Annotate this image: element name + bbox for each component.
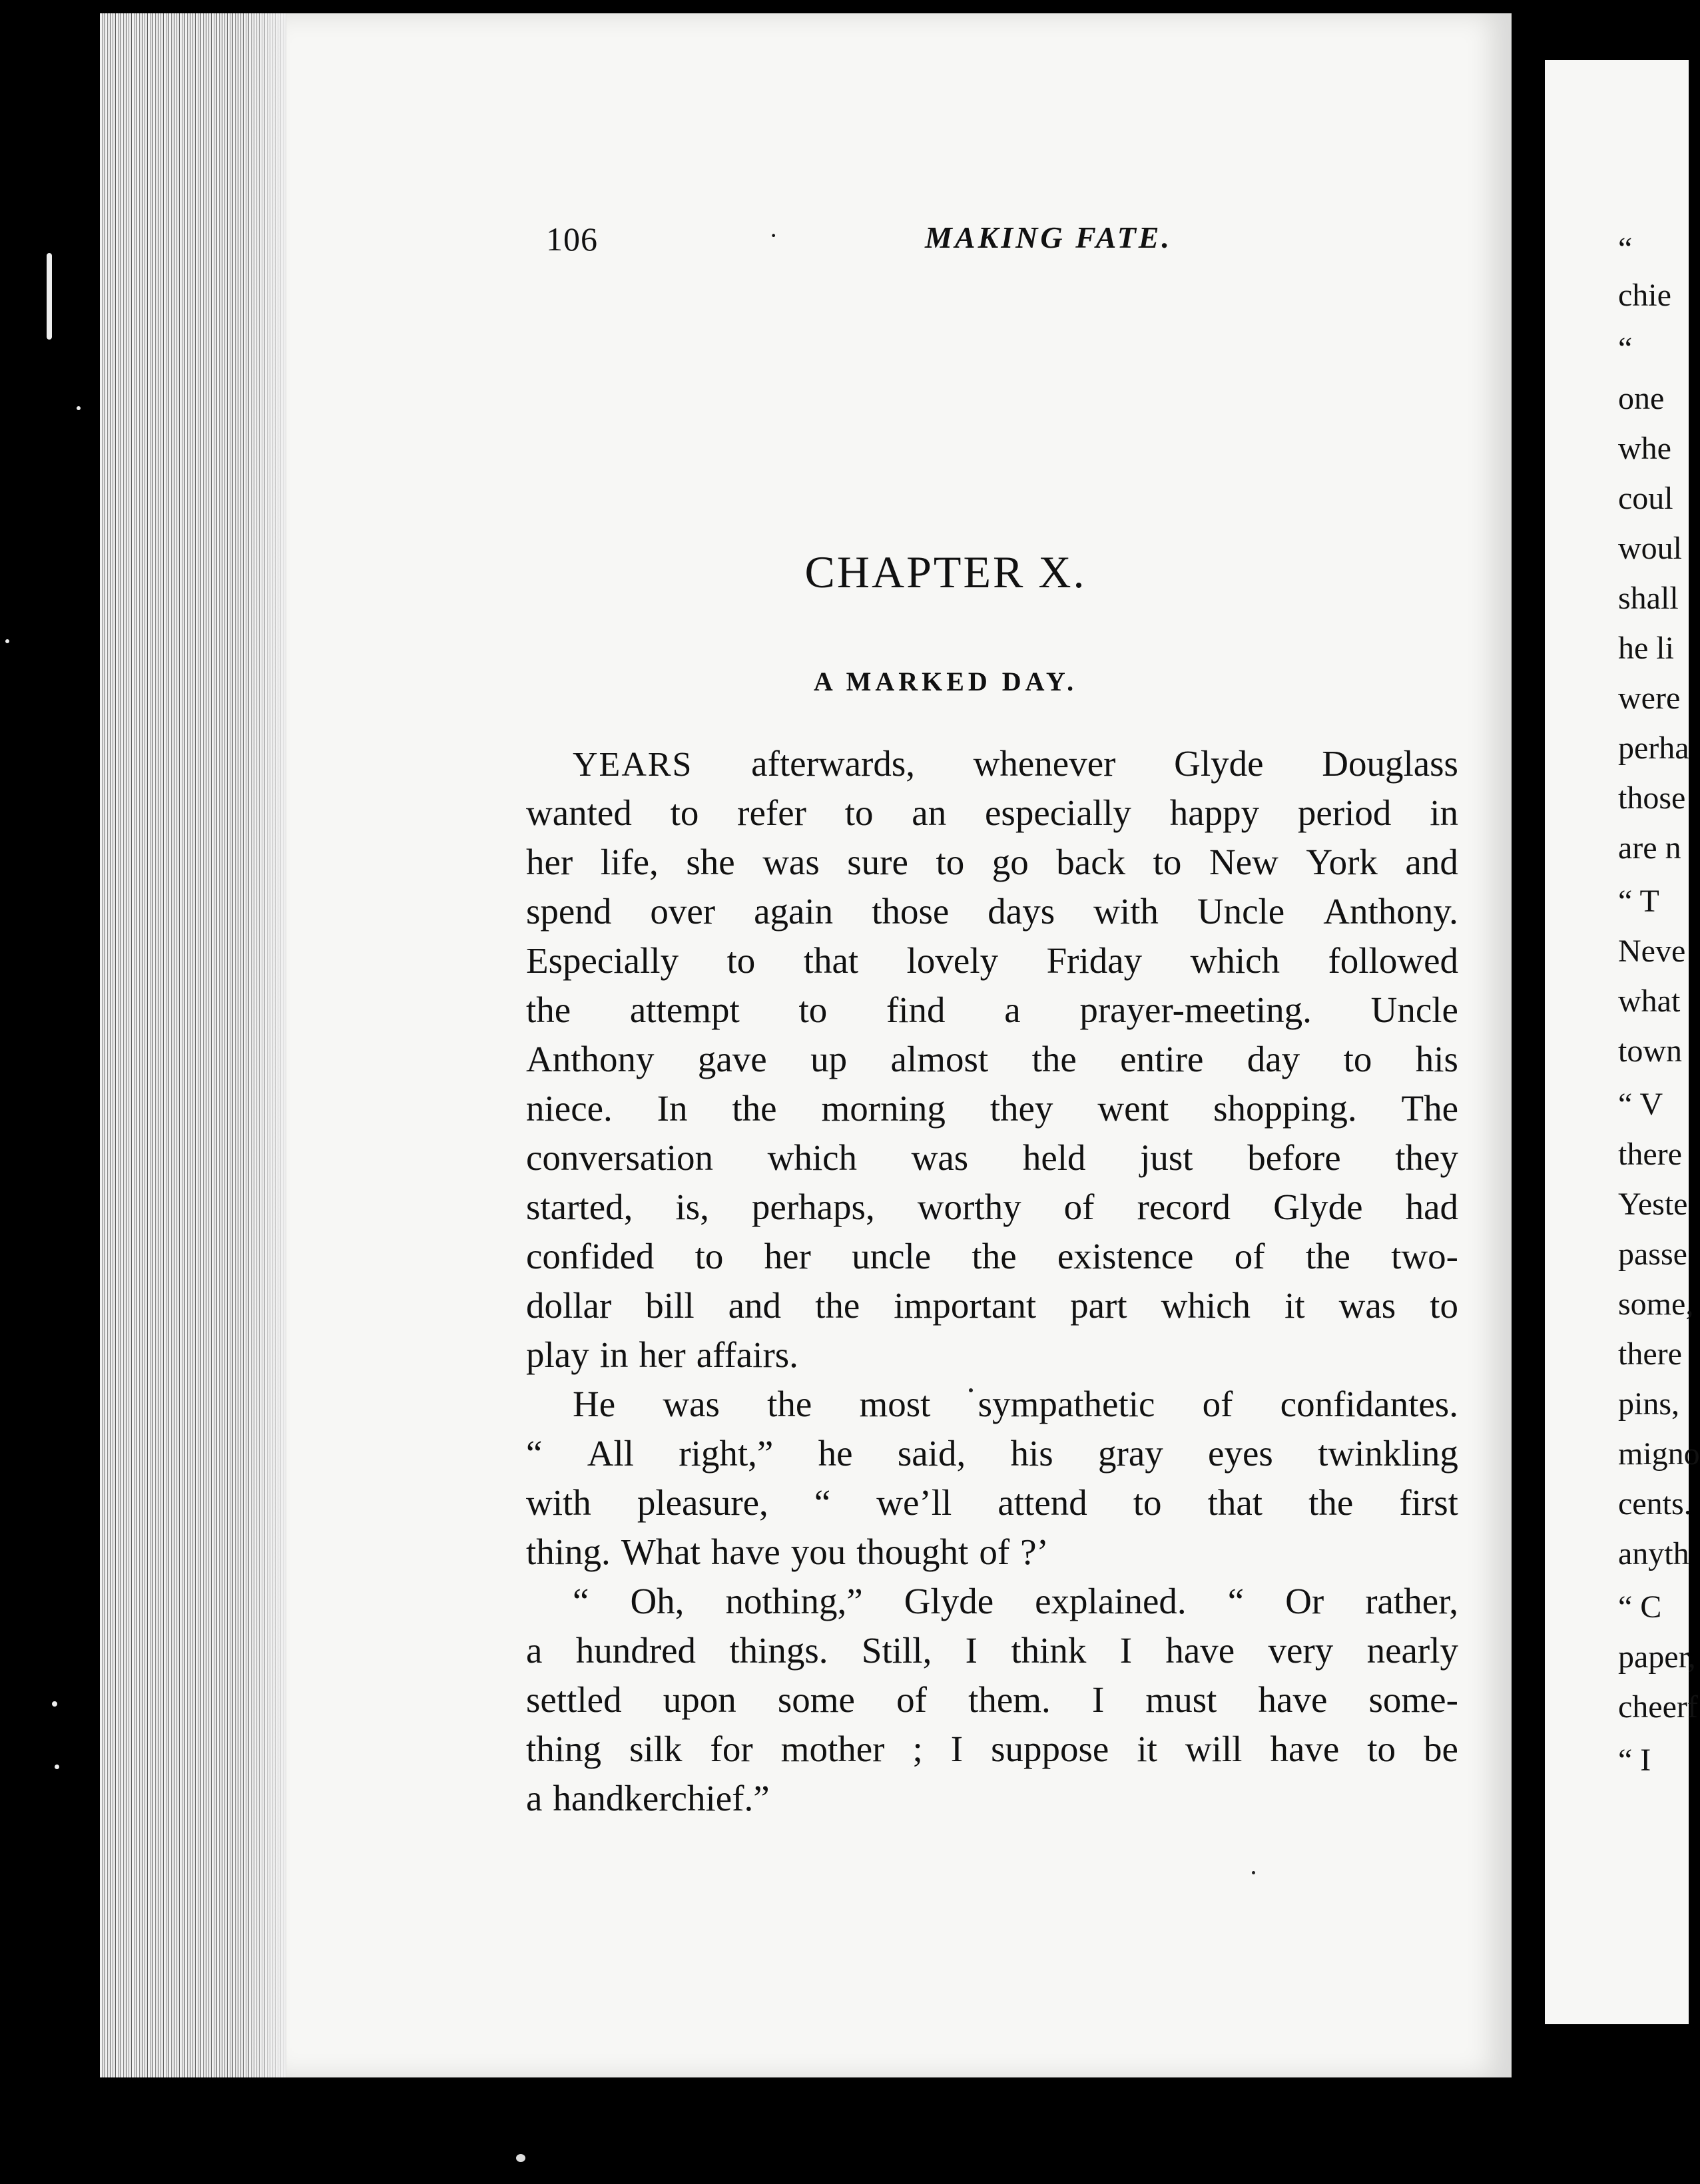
word: Glyde — [904, 1581, 994, 1621]
word: shopping. — [1213, 1088, 1357, 1129]
word: be — [1424, 1729, 1458, 1769]
word: a — [526, 1778, 543, 1818]
word: eyes — [1208, 1433, 1273, 1474]
word: have — [710, 1531, 780, 1572]
word: the — [526, 989, 571, 1030]
word: was — [762, 842, 820, 882]
word: nothing,” — [725, 1581, 863, 1621]
word: “ — [1227, 1581, 1245, 1621]
word: will — [1185, 1729, 1243, 1769]
word: to — [798, 989, 828, 1030]
text-line — [526, 1577, 1458, 1626]
word: YEARS — [573, 746, 693, 784]
word: them. — [968, 1679, 1051, 1720]
word: almost — [890, 1039, 989, 1079]
word: attend — [997, 1482, 1087, 1523]
facing-page-text: anyth — [1618, 1536, 1689, 1571]
word: upon — [663, 1679, 736, 1720]
facing-page-text: “ I — [1618, 1743, 1651, 1778]
word: started, — [526, 1187, 633, 1227]
facing-page-text: coul — [1618, 481, 1673, 516]
word: the — [972, 1236, 1017, 1276]
word: that — [1207, 1482, 1263, 1523]
word: her — [764, 1236, 811, 1276]
word: was — [911, 1137, 969, 1178]
word: must — [1145, 1679, 1217, 1720]
word: wanted — [526, 792, 632, 833]
word: refer — [737, 792, 806, 833]
word: entire — [1120, 1039, 1204, 1079]
facing-page-text: there — [1618, 1137, 1682, 1172]
facing-page-text: paper, — [1618, 1639, 1696, 1675]
word: to — [1133, 1482, 1162, 1523]
text-line — [526, 1084, 1458, 1133]
word: of — [1234, 1236, 1265, 1276]
word: to — [1367, 1729, 1396, 1769]
word: two- — [1391, 1236, 1458, 1276]
text-line — [526, 1281, 1458, 1330]
word: morning — [821, 1088, 946, 1129]
word: He — [573, 1384, 616, 1424]
word: her — [639, 1334, 686, 1375]
facing-page-text: town — [1618, 1033, 1682, 1069]
word: she — [686, 842, 735, 882]
facing-page-text: Neve — [1618, 934, 1686, 969]
word: pleasure, — [637, 1482, 768, 1523]
facing-page-text: whe — [1618, 431, 1671, 466]
word: the — [1308, 1482, 1354, 1523]
word: hundred — [575, 1630, 696, 1671]
word: lovely — [906, 940, 999, 981]
word: to — [936, 842, 965, 882]
word: afterwards, — [751, 743, 915, 784]
word: it — [1284, 1285, 1305, 1326]
text-line — [526, 1478, 1458, 1527]
text-line — [526, 1380, 1458, 1429]
text-line — [526, 1429, 1458, 1478]
word: attempt — [629, 989, 740, 1030]
facing-page-text: cheerf — [1618, 1689, 1698, 1725]
word: some- — [1368, 1679, 1458, 1720]
word: Glyde — [1273, 1187, 1363, 1227]
word: most — [859, 1384, 931, 1424]
word: which — [1190, 940, 1280, 981]
word: to — [670, 792, 699, 833]
word: thought — [856, 1531, 969, 1572]
word: settled — [526, 1679, 622, 1720]
facing-page-text: one — [1618, 381, 1665, 416]
word: before — [1247, 1137, 1341, 1178]
word: the — [732, 1088, 777, 1129]
facing-page-text: Yeste — [1618, 1187, 1688, 1222]
running-head-title: MAKING FATE. — [925, 220, 1172, 254]
facing-page-text: chie — [1618, 278, 1671, 313]
word: silk — [629, 1729, 683, 1769]
word: held — [1022, 1137, 1086, 1178]
word: have — [1270, 1729, 1340, 1769]
text-line — [526, 1675, 1458, 1725]
word: period — [1297, 792, 1392, 833]
word: thing — [526, 1729, 602, 1769]
facing-page-text: cents. — [1618, 1486, 1692, 1521]
facing-page-text: are n — [1618, 830, 1681, 866]
word: find — [886, 989, 946, 1030]
word: the — [767, 1384, 812, 1424]
word: Douglass — [1322, 743, 1458, 784]
word: his — [1010, 1433, 1053, 1474]
word: thing. — [526, 1531, 611, 1572]
word: Glyde — [1174, 743, 1264, 784]
word: for — [710, 1729, 753, 1769]
word: in — [1430, 792, 1458, 833]
word: In — [657, 1088, 688, 1129]
word: he — [818, 1433, 853, 1474]
word: Still, — [861, 1630, 932, 1671]
word: and — [728, 1285, 782, 1326]
text-line — [526, 739, 1458, 788]
word: conversation — [526, 1137, 714, 1178]
word: to — [726, 940, 756, 981]
word: Anthony. — [1323, 891, 1458, 932]
text-line — [526, 1035, 1458, 1084]
facing-page-text: he li — [1618, 631, 1674, 666]
word: to — [695, 1236, 724, 1276]
word: Uncle — [1197, 891, 1285, 932]
facing-page-fragment — [1545, 60, 1700, 2024]
word: of — [1063, 1187, 1095, 1227]
word: Especially — [526, 940, 679, 981]
text-line — [526, 1183, 1458, 1232]
word: “ — [573, 1581, 589, 1621]
facing-page-text: “ V — [1618, 1087, 1663, 1122]
word: over — [650, 891, 716, 932]
word: which — [767, 1137, 858, 1178]
text-line — [526, 838, 1458, 887]
word: sympathetic — [978, 1384, 1155, 1424]
text-line — [526, 985, 1458, 1035]
word: the — [1031, 1039, 1077, 1079]
word: life, — [600, 842, 659, 882]
word: the — [815, 1285, 860, 1326]
word: worthy — [917, 1187, 1021, 1227]
word: I — [965, 1630, 978, 1671]
word: mother — [780, 1729, 885, 1769]
word: whenever — [973, 743, 1116, 784]
word: of — [979, 1531, 1010, 1572]
word: confided — [526, 1236, 655, 1276]
facing-page-text: “ — [1618, 231, 1633, 266]
facing-page-text: there — [1618, 1336, 1682, 1372]
word: just — [1140, 1137, 1193, 1178]
word: her — [526, 842, 573, 882]
word: confidantes. — [1280, 1384, 1458, 1424]
word: explained. — [1035, 1581, 1187, 1621]
word: gray — [1098, 1433, 1163, 1474]
word: his — [1415, 1039, 1458, 1079]
text-line — [526, 1330, 1458, 1380]
word: play — [526, 1334, 589, 1375]
word: dollar — [526, 1285, 612, 1326]
word: bill — [645, 1285, 695, 1326]
facing-page-text: woul — [1618, 531, 1682, 566]
word: gave — [697, 1039, 767, 1079]
word: Or — [1285, 1581, 1324, 1621]
word: suppose — [991, 1729, 1109, 1769]
word: York — [1306, 842, 1378, 882]
text-line — [526, 936, 1458, 985]
running-head-dot: · — [769, 220, 778, 250]
word: was — [663, 1384, 720, 1424]
word: existence — [1057, 1236, 1194, 1276]
word: ; — [912, 1729, 923, 1769]
word: was — [1338, 1285, 1396, 1326]
word: All — [587, 1433, 634, 1474]
word: to — [1153, 842, 1182, 882]
text-line — [526, 788, 1458, 838]
word: Oh, — [630, 1581, 685, 1621]
word: a — [526, 1630, 543, 1671]
word: with — [526, 1482, 591, 1523]
facing-page-text: migno — [1618, 1436, 1700, 1472]
word: go — [992, 842, 1029, 882]
word: Anthony — [526, 1039, 655, 1079]
word: we’ll — [876, 1482, 952, 1523]
word: days — [988, 891, 1055, 932]
word: up — [810, 1039, 848, 1079]
word: had — [1405, 1187, 1458, 1227]
word: I — [1119, 1630, 1133, 1671]
word: happy — [1169, 792, 1260, 833]
word: went — [1097, 1088, 1169, 1129]
word: “ — [814, 1482, 831, 1523]
word: ?’ — [1020, 1531, 1049, 1572]
text-line — [526, 1626, 1458, 1675]
text-line — [526, 1774, 1458, 1823]
word: they — [1395, 1137, 1458, 1178]
word: they — [990, 1088, 1053, 1129]
word: of — [896, 1679, 927, 1720]
page-number: 106 — [546, 220, 598, 258]
facing-page-text: what — [1618, 983, 1681, 1019]
text-line — [526, 887, 1458, 936]
word: very — [1268, 1630, 1334, 1671]
word: said, — [897, 1433, 966, 1474]
word: an — [912, 792, 947, 833]
facing-page-text: “ T — [1618, 884, 1659, 919]
word: the — [1305, 1236, 1350, 1276]
word: a — [1004, 989, 1021, 1030]
word: and — [1405, 842, 1458, 882]
facing-page-text: “ — [1618, 331, 1633, 366]
word: to — [1430, 1285, 1458, 1326]
word: important — [894, 1285, 1037, 1326]
word: record — [1137, 1187, 1231, 1227]
word: spend — [526, 891, 612, 932]
word: What — [621, 1531, 701, 1572]
word: you — [790, 1531, 846, 1572]
word: it — [1137, 1729, 1157, 1769]
word: with — [1093, 891, 1159, 932]
word: Uncle — [1370, 989, 1458, 1030]
text-line — [526, 1527, 1458, 1577]
word: right,” — [679, 1433, 774, 1474]
running-head — [546, 220, 1172, 266]
text-line — [526, 1133, 1458, 1183]
word: first — [1399, 1482, 1458, 1523]
word: think — [1011, 1630, 1087, 1671]
word: in — [599, 1334, 629, 1375]
word: day — [1247, 1039, 1300, 1079]
body-text — [526, 739, 1458, 1823]
chapter-title: CHAPTER X. — [804, 547, 1087, 597]
facing-page-text: some, — [1618, 1286, 1694, 1322]
word: rather, — [1365, 1581, 1458, 1621]
word: New — [1209, 842, 1278, 882]
word: affairs. — [696, 1334, 798, 1375]
word: twinkling — [1318, 1433, 1458, 1474]
word: sure — [847, 842, 908, 882]
word: niece. — [526, 1088, 613, 1129]
word: “ — [526, 1433, 543, 1474]
word: Friday — [1046, 940, 1143, 981]
word: The — [1401, 1088, 1458, 1129]
facing-page-text: passe — [1618, 1236, 1687, 1272]
facing-page-text: were — [1618, 681, 1681, 716]
facing-page-text: pins, — [1618, 1386, 1680, 1422]
facing-page-text: shall — [1618, 581, 1679, 616]
word: some — [777, 1679, 855, 1720]
page-edges-shading — [240, 13, 293, 2077]
word: to — [844, 792, 874, 833]
word: have — [1258, 1679, 1328, 1720]
word: have — [1165, 1630, 1235, 1671]
chapter-subtitle: A MARKED DAY. — [813, 667, 1078, 696]
word: uncle — [852, 1236, 932, 1276]
word: prayer-meeting. — [1079, 989, 1312, 1030]
word: things. — [729, 1630, 828, 1671]
word: which — [1161, 1285, 1251, 1326]
word: especially — [985, 792, 1131, 833]
word: those — [872, 891, 950, 932]
word: followed — [1328, 940, 1458, 981]
word: is, — [675, 1187, 709, 1227]
facing-page-text: “ C — [1618, 1589, 1662, 1625]
word: I — [950, 1729, 964, 1769]
facing-page-text: perha — [1618, 730, 1689, 766]
word: handkerchief.” — [553, 1778, 770, 1818]
text-line — [526, 1725, 1458, 1774]
word: I — [1091, 1679, 1105, 1720]
word: nearly — [1366, 1630, 1458, 1671]
text-line — [526, 1232, 1458, 1281]
word: again — [754, 891, 834, 932]
word: that — [803, 940, 859, 981]
word: of — [1202, 1384, 1233, 1424]
word: part — [1070, 1285, 1127, 1326]
word: perhaps, — [751, 1187, 875, 1227]
word: to — [1343, 1039, 1372, 1079]
word: back — [1056, 842, 1126, 882]
facing-page-text: those — [1618, 780, 1686, 816]
